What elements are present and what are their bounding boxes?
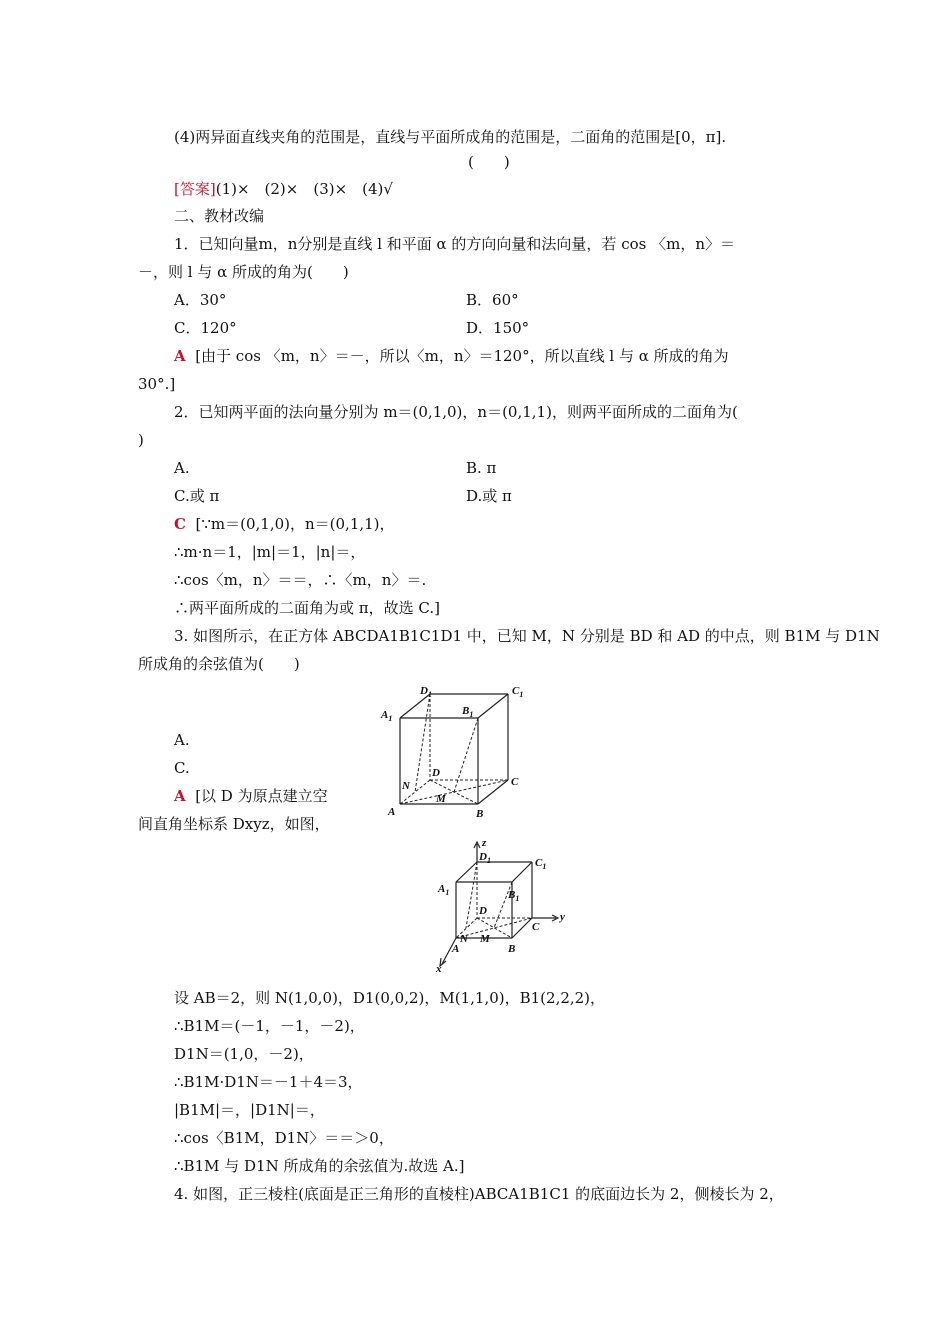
fig2-label-m: M (480, 933, 490, 945)
calc-line-7: ∴B1M 与 D1N 所成角的余弦值为.故选 A.] (174, 1157, 465, 1175)
fig1-label-b1: $B_1$ (462, 705, 474, 719)
fig2-label-c: C (532, 921, 540, 933)
solution-1-key: A (174, 347, 186, 365)
question-3-line-1: 3. 如图所示，在正方体 ABCDA1B1C1D1 中，已知 M，N 分别是 BD 和 AD 的中点，则 B1M 与 D1N (174, 627, 880, 645)
fig1-label-a1: $A_1$ (381, 709, 393, 723)
calc-line-3: D1N＝(1,0，－2)， (174, 1045, 314, 1063)
fig2-label-z: z (482, 838, 487, 849)
question-1-option-b: B．60° (466, 291, 519, 309)
question-2-option-a: A. (174, 459, 190, 477)
fig1-label-a: A (388, 806, 396, 818)
question-2-line-2: ) (138, 431, 144, 449)
fig2-label-d: D (479, 905, 487, 917)
solution-1-text: [由于 cos 〈m，n〉＝－，所以〈m，n〉＝120°，所以直线 l 与 α 所成的角为 (195, 347, 729, 365)
fig1-label-c1: $C_1$ (512, 685, 524, 699)
question-3-option-a: A. (174, 731, 190, 749)
fig1-label-n: N (402, 780, 410, 792)
question-3-option-c: C. (174, 759, 190, 777)
question-2-option-d: D.或 π (466, 487, 512, 505)
section-heading: 二、教材改编 (174, 207, 265, 225)
solution-3-text: [以 D 为原点建立空 (195, 787, 328, 805)
fig1-label-m: M (436, 793, 446, 805)
solution-1-line-1 (174, 346, 729, 366)
question-1-option-d: D．150° (466, 319, 530, 337)
fig1-label-d1: $D_1$ (420, 685, 432, 699)
fig2-label-y: y (560, 911, 565, 923)
question-2-option-c: C.或 π (174, 487, 220, 505)
cube-figure-1 (378, 684, 538, 820)
solution-2-text: [∵m＝(0,1,0)，n＝(0,1,1)， (195, 515, 395, 533)
solution-2-line-2: ∴m·n＝1，|m|＝1，|n|＝， (174, 543, 366, 561)
question-2-option-b: B. π (466, 459, 497, 477)
question-2-line-1: 2．已知两平面的法向量分别为 m＝(0,1,0)，n＝(0,1,1)，则两平面所成的二面角为( (174, 403, 738, 421)
question-1-option-a: A．30° (174, 291, 227, 309)
fig1-label-c: C (511, 776, 519, 788)
solution-2-key: C (174, 515, 186, 533)
calc-line-1: 设 AB＝2，则 N(1,0,0)，D1(0,0,2)，M(1,1,0)，B1(2,2,2)， (174, 989, 606, 1007)
solution-2-line-3: ∴cos〈m，n〉＝＝，∴〈m，n〉＝. (174, 571, 427, 589)
fig1-label-b: B (476, 808, 484, 820)
solution-1-line-2: 30°.] (138, 375, 176, 393)
question-1-option-c: C．120° (174, 319, 237, 337)
calc-line-2: ∴B1M＝(－1，－1，－2)， (174, 1017, 365, 1035)
question-4-line-1: 4. 如图，正三棱柱(底面是正三角形的直棱柱)ABCA1B1C1 的底面边长为 2，侧棱长为 2， (174, 1185, 784, 1203)
fig2-label-c1: $C_1$ (535, 857, 547, 871)
calc-line-4: ∴B1M·D1N＝－1＋4＝3， (174, 1073, 363, 1091)
answer-label: [答案] (174, 180, 216, 198)
solution-3-line-2: 间直角坐标系 Dxyz，如图， (138, 815, 330, 833)
question-1-line-2: －，则 l 与 α 所成的角为( ) (138, 263, 349, 281)
answer-text: (1)× (2)× (3)× (4)√ (215, 180, 393, 198)
fig2-label-a: A (452, 943, 460, 955)
fig1-label-d: D (432, 767, 440, 779)
cube-figure-2 (432, 838, 572, 978)
fig2-label-x: x (436, 963, 442, 975)
fig2-label-d1: $D_1$ (479, 851, 491, 865)
fig2-label-n: N (460, 933, 468, 945)
calc-line-6: ∴cos〈B1M，D1N〉＝＝＞0， (174, 1129, 394, 1147)
fig2-label-a1: $A_1$ (438, 883, 450, 897)
item-4-text: (4)两异面直线夹角的范围是，直线与平面所成角的范围是，二面角的范围是[0，π]. (174, 128, 727, 146)
question-1-line-1: 1．已知向量m，n分别是直线 l 和平面 α 的方向向量和法向量，若 cos 〈m，n〉＝ (174, 235, 735, 253)
fig2-label-b1: $B_1$ (508, 889, 520, 903)
fig2-label-b: B (508, 943, 516, 955)
solution-3-line-1 (174, 786, 328, 806)
question-3-line-2: 所成角的余弦值为( ) (138, 655, 300, 673)
calc-line-5: |B1M|＝，|D1N|＝， (174, 1101, 325, 1119)
answer-line (174, 179, 393, 199)
solution-2-line-1 (174, 514, 395, 534)
solution-2-line-4: ∴两平面所成的二面角为或 π，故选 C.] (174, 599, 440, 617)
solution-3-key: A (174, 787, 186, 805)
item-4-paren: ( ) (468, 153, 510, 171)
